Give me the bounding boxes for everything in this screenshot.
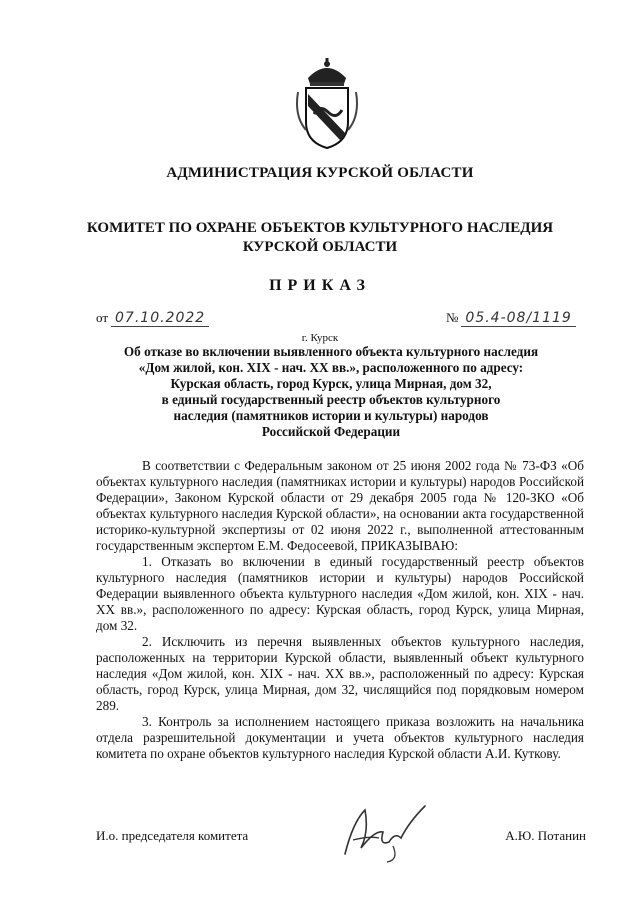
title-line: Курская область, город Курск, улица Мирная, дом 32,	[170, 376, 492, 391]
title-line: Об отказе во включении выявленного объекта культурного наследия	[123, 344, 539, 359]
preamble-paragraph: В соответствии с Федеральным законом от 25 июня 2002 года № 73-ФЗ «Об объектах культурного наследия (памятниках истории и культуры) народов Российской Федерации», Законом Курской области от 29 декабря 2005 года № 120-ЗКО «Об объектах культурного наследия Курской области», на основании акта государственной историко-культурной экспертизы от 02 июня 2022 г., выполненной аттестованным государственным экспертом Е.М. Федосеевой, ПРИКАЗЫВАЮ:	[96, 458, 584, 553]
item-2-paragraph: 2. Исключить из перечня выявленных объектов культурного наследия, расположенных на территории Курской области, выявленный объект культурного наследия «Дом жилой, кон. XIX - нач. XX вв.», расположенный по адресу: Курская область, город Курск, улица Мирная, дом 32, числящийся под порядковым номером 289.	[96, 634, 584, 713]
signatory-name: А.Ю. Потанин	[505, 828, 586, 843]
item-1-paragraph: 1. Отказать во включении в единый государственный реестр объектов культурного наследия (памятников истории и культуры) народов Российской Федерации выявленного объекта культурного наследия «Дом жилой, кон. XIX - нач. XX вв.», расположенного по адресу: Курская область, город Курск, улица Мирная, дом 32.	[96, 554, 584, 633]
committee-heading	[0, 219, 640, 257]
committee-heading-line2: КУРСКОЙ ОБЛАСТИ	[242, 239, 398, 255]
date-value: 07.10.2022	[111, 310, 209, 327]
number-prefix: №	[446, 310, 459, 325]
title-line: «Дом жилой, кон. XIX - нач. XX вв.», расположенного по адресу:	[138, 360, 524, 375]
title-line: в единый государственный реестр объектов культурного	[161, 392, 501, 407]
handwritten-signature-icon	[339, 802, 431, 864]
order-number	[446, 310, 576, 326]
item-3-paragraph: 3. Контроль за исполнением настоящего приказа возложить на начальника отдела разрешительной документации и учета объектов культурного наследия комитета по охране объектов культурного наследия Курской области А.И. Куткову.	[96, 714, 584, 761]
signatory-position: И.о. председателя комитета	[96, 828, 249, 843]
order-title	[96, 344, 566, 440]
coat-of-arms-icon	[294, 56, 360, 150]
order-date	[96, 310, 209, 326]
number-value: 05.4-08/1119	[461, 310, 575, 327]
date-prefix: от	[96, 310, 109, 325]
order-heading: ПРИКАЗ	[269, 277, 371, 294]
order-body	[96, 458, 584, 762]
title-line: наследия (памятников истории и культуры) народов	[173, 408, 489, 423]
committee-heading-line1: КОМИТЕТ ПО ОХРАНЕ ОБЪЕКТОВ КУЛЬТУРНОГО НАСЛЕДИЯ	[86, 220, 554, 236]
administration-heading: АДМИНИСТРАЦИЯ КУРСКОЙ ОБЛАСТИ	[166, 165, 474, 181]
city-label: г. Курск	[301, 332, 339, 344]
title-line: Российской Федерации	[261, 424, 401, 439]
